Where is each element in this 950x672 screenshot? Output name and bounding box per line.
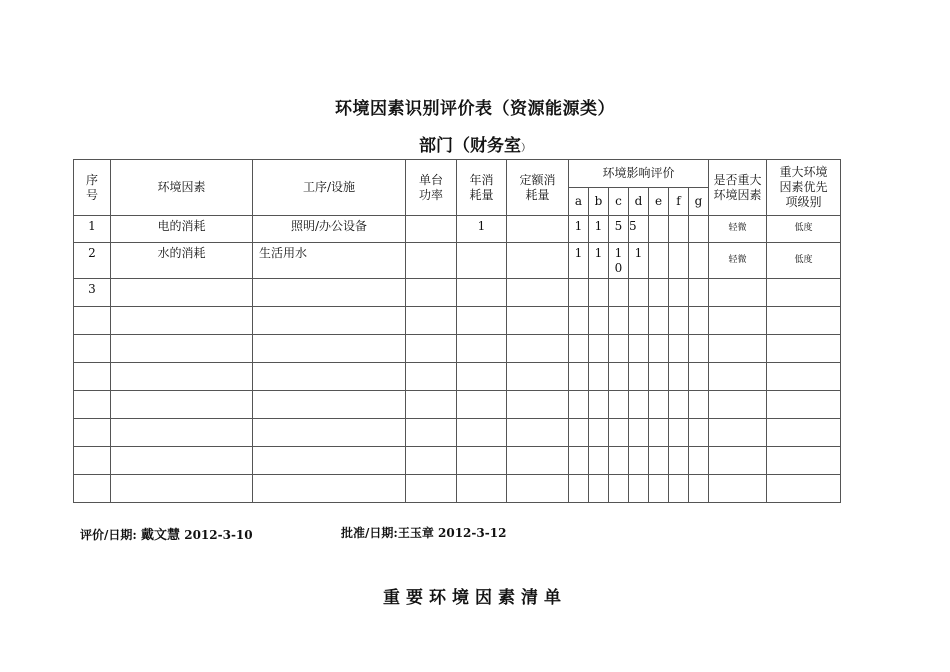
row-a: 1 <box>569 216 589 243</box>
row-g <box>689 279 709 307</box>
row-seq: 2 <box>74 243 111 279</box>
row-f <box>669 243 689 279</box>
row-unit-power <box>406 279 457 307</box>
header-quota: 定额消耗量 <box>507 160 569 216</box>
department-close: ） <box>521 143 531 154</box>
row-seq: 1 <box>74 216 111 243</box>
header-impact-a: a <box>569 188 589 216</box>
row-priority: 低度 <box>767 243 841 279</box>
evaluator-label: 评价/日期: <box>80 528 137 542</box>
evaluation-table <box>73 159 841 503</box>
table-row-empty <box>74 475 841 503</box>
row-factor: 电的消耗 <box>111 216 253 243</box>
row-process: 生活用水 <box>253 243 406 279</box>
row-f <box>669 216 689 243</box>
row-c: 10 <box>609 243 629 279</box>
row-d: 5 <box>629 216 649 243</box>
row-e <box>649 216 669 243</box>
row-process <box>253 279 406 307</box>
table-row-empty <box>74 447 841 475</box>
row-quota <box>507 216 569 243</box>
row-major: 轻微 <box>709 216 767 243</box>
header-factor: 环境因素 <box>111 160 253 216</box>
department-label <box>0 131 950 156</box>
header-impact-e: e <box>649 188 669 216</box>
row-c: 5 <box>609 216 629 243</box>
row-major <box>709 279 767 307</box>
row-a <box>569 279 589 307</box>
evaluator-name: 戴文慧 <box>141 528 181 543</box>
row-b: 1 <box>589 243 609 279</box>
approver-value: 王玉章 2012-3-12 <box>397 526 507 540</box>
form-title: 环境因素识别评价表（资源能源类） <box>335 99 615 119</box>
header-priority: 重大环境因素优先项级别 <box>767 160 841 216</box>
table-row <box>74 243 841 279</box>
row-e <box>649 243 669 279</box>
header-impact-f: f <box>669 188 689 216</box>
row-quota <box>507 243 569 279</box>
row-priority: 低度 <box>767 216 841 243</box>
row-e <box>649 279 669 307</box>
row-quota <box>507 279 569 307</box>
row-d: 1 <box>629 243 649 279</box>
approver-label: 批准/日期: <box>341 526 398 540</box>
table-row <box>74 279 841 307</box>
header-impact-b: b <box>589 188 609 216</box>
row-g <box>689 216 709 243</box>
row-b: 1 <box>589 216 609 243</box>
approver-line <box>341 524 506 541</box>
row-major: 轻微 <box>709 243 767 279</box>
header-impact-g: g <box>689 188 709 216</box>
department-text: 部门（财务室 <box>419 136 521 156</box>
row-priority <box>767 279 841 307</box>
row-process: 照明/办公设备 <box>253 216 406 243</box>
header-impact: 环境影响评价 <box>569 160 709 188</box>
row-annual: 1 <box>457 216 507 243</box>
header-major: 是否重大环境因素 <box>709 160 767 216</box>
table-row-empty <box>74 363 841 391</box>
row-annual <box>457 243 507 279</box>
row-factor <box>111 279 253 307</box>
row-d <box>629 279 649 307</box>
table-row-empty <box>74 419 841 447</box>
row-seq: 3 <box>74 279 111 307</box>
row-unit-power <box>406 243 457 279</box>
row-annual <box>457 279 507 307</box>
header-impact-c: c <box>609 188 629 216</box>
evaluator-line <box>80 524 253 543</box>
row-f <box>669 279 689 307</box>
header-annual: 年消耗量 <box>457 160 507 216</box>
row-factor: 水的消耗 <box>111 243 253 279</box>
header-unit-power: 单台功率 <box>406 160 457 216</box>
table-row-empty <box>74 307 841 335</box>
header-seq: 序号 <box>74 160 111 216</box>
row-c <box>609 279 629 307</box>
important-factors-title: 重要环境因素清单 <box>383 588 567 608</box>
header-process: 工序/设施 <box>253 160 406 216</box>
table-row <box>74 216 841 243</box>
header-impact-d: d <box>629 188 649 216</box>
table-row-empty <box>74 391 841 419</box>
evaluator-date: 2012-3-10 <box>184 528 253 542</box>
row-g <box>689 243 709 279</box>
row-unit-power <box>406 216 457 243</box>
row-a: 1 <box>569 243 589 279</box>
table-row-empty <box>74 335 841 363</box>
row-b <box>589 279 609 307</box>
